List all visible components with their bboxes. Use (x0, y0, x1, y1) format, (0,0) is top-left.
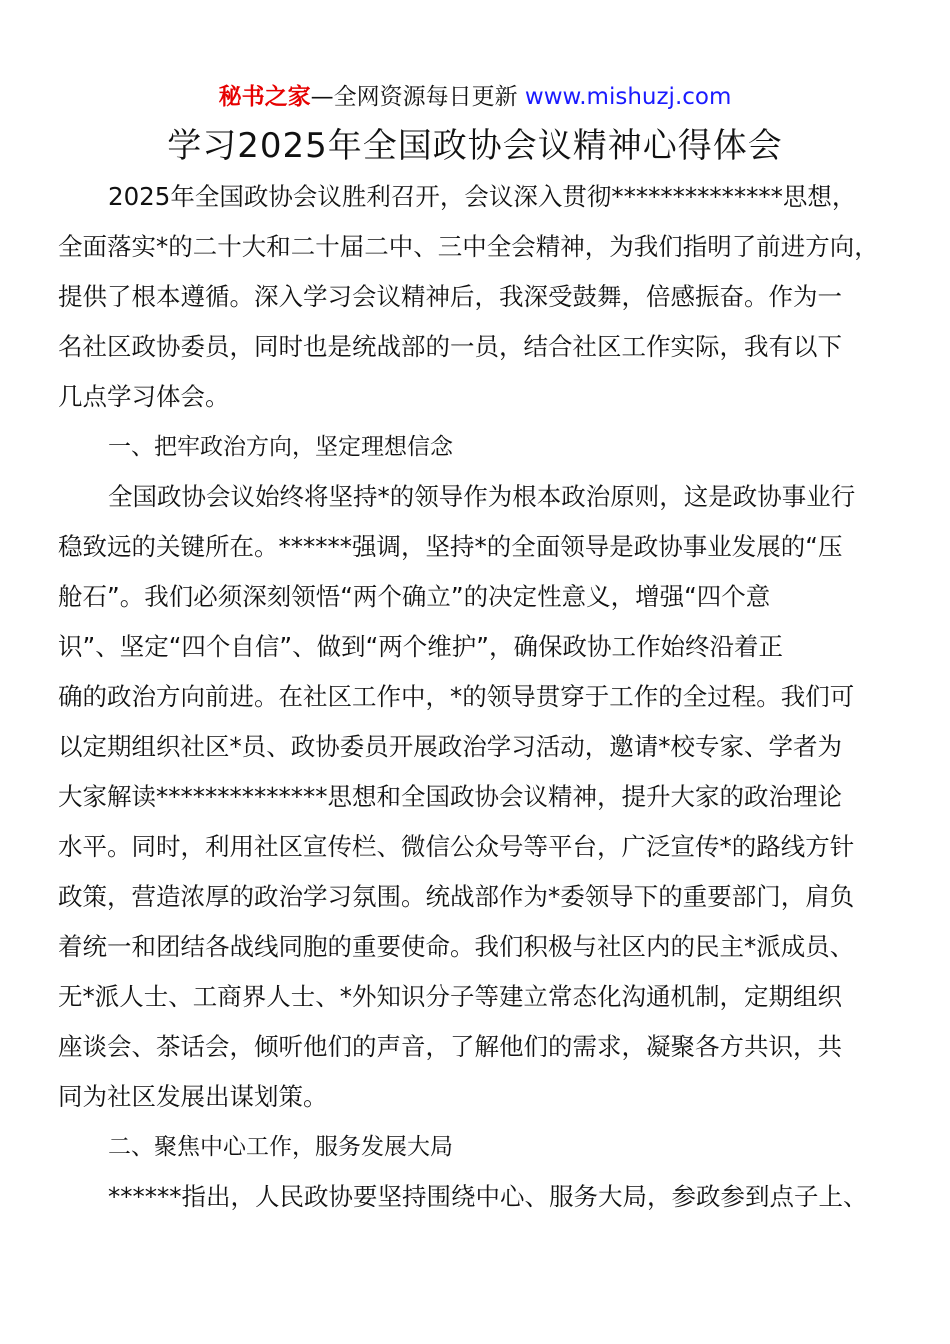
brand-name: 秘书之家 (218, 84, 311, 110)
paragraph-line: 几点学习体会。 (58, 382, 230, 411)
site-url[interactable]: www.mishuzj.com (524, 84, 732, 110)
paragraph-line: 名社区政协委员，同时也是统战部的一员，结合社区工作实际，我有以下 (58, 332, 842, 361)
paragraph-line: 舱石”。我们必须深刻领悟“两个确立”的决定性意义，增强“四个意 (58, 582, 771, 611)
paragraph-line: 识”、坚定“四个自信”、做到“两个维护”，确保政协工作始终沿着正 (58, 632, 783, 661)
paragraph-line: 同为社区发展出谋划策。 (58, 1082, 328, 1111)
paragraph-line: 政策，营造浓厚的政治学习氛围。统战部作为*委领导下的重要部门，肩负 (58, 882, 855, 911)
paragraph-line: 无*派人士、工商界人士、*外知识分子等建立常态化沟通机制，定期组织 (58, 982, 842, 1011)
paragraph-line: 2025年全国政协会议胜利召开，会议深入贯彻**************思想， (108, 182, 857, 211)
paragraph-line: 全国政协会议始终将坚持*的领导作为根本政治原则，这是政协事业行 (108, 482, 856, 511)
document-body (58, 172, 928, 1222)
paragraph-line: 着统一和团结各战线同胞的重要使命。我们积极与社区内的民主*派成员、 (58, 932, 855, 961)
paragraph-line: 水平。同时，利用社区宣传栏、微信公众号等平台，广泛宣传*的路线方针 (58, 832, 855, 861)
header-tagline: —全网资源每日更新 (310, 84, 518, 110)
paragraph-line: 提供了根本遵循。深入学习会议精神后，我深受鼓舞，倍感振奋。作为一 (58, 282, 842, 311)
section-heading: 一、把牢政治方向，坚定理想信念 (108, 434, 453, 460)
site-header (0, 80, 950, 114)
paragraph-line: 以定期组织社区*员、政协委员开展政治学习活动，邀请*校专家、学者为 (58, 732, 842, 761)
section-heading: 二、聚焦中心工作，服务发展大局 (108, 1134, 453, 1160)
paragraph-line: 确的政治方向前进。在社区工作中，*的领导贯穿于工作的全过程。我们可 (58, 682, 855, 711)
paragraph-line: 大家解读**************思想和全国政协会议精神，提升大家的政治理论 (58, 782, 842, 811)
paragraph-line: 全面落实*的二十大和二十届二中、三中全会精神，为我们指明了前进方向， (58, 232, 879, 261)
paragraph-line: 稳致远的关键所在。******强调，坚持*的全面领导是政协事业发展的“压 (58, 532, 843, 561)
paragraph-line: ******指出，人民政协要坚持围绕中心、服务大局，参政参到点子上、 (108, 1182, 868, 1211)
paragraph-line: 座谈会、茶话会，倾听他们的声音，了解他们的需求，凝聚各方共识，共 (58, 1032, 842, 1061)
document-title: 学习2025年全国政协会议精神心得体会 (167, 126, 783, 166)
